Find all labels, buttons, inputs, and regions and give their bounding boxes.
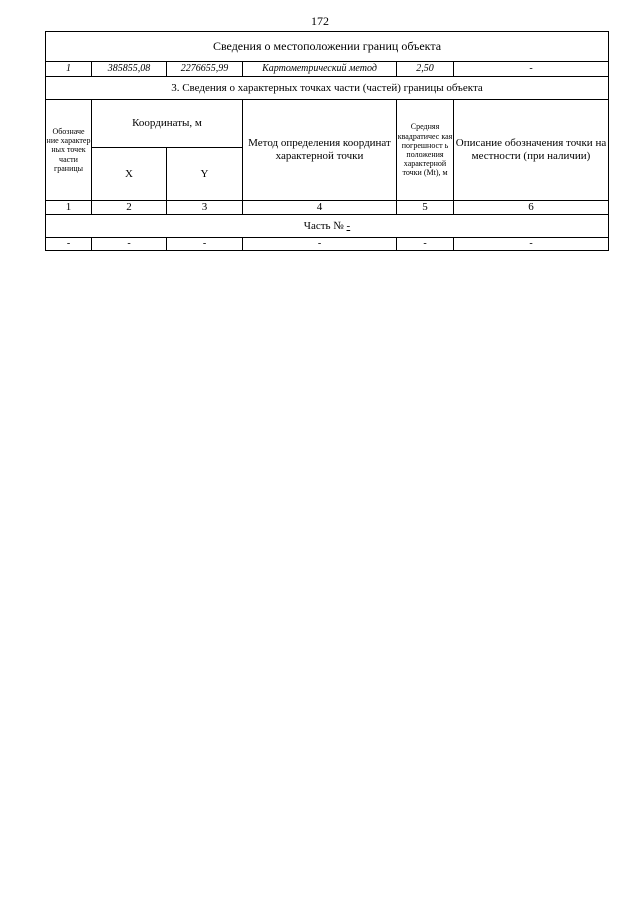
data-cell: - xyxy=(46,238,92,251)
data-cell: - xyxy=(243,238,397,251)
header-y: Y xyxy=(167,148,243,201)
header-accuracy: Средняя квадратичес кая погрешност ь положения характерной точки (Mt), м xyxy=(397,100,454,201)
point-cell: 1 xyxy=(46,62,92,77)
description-cell: - xyxy=(454,62,609,77)
column-number: 6 xyxy=(454,201,609,215)
part-label: Часть № xyxy=(303,219,344,232)
header-point-designation: Обозначе ние характер ных точек части границы xyxy=(46,100,92,201)
data-cell: - xyxy=(92,238,167,251)
boundary-table xyxy=(45,31,609,251)
table-row xyxy=(46,238,609,251)
section-title: 3. Сведения о характерных точках части (частей) границы объекта xyxy=(46,77,609,100)
header-coordinates: Координаты, м xyxy=(92,100,243,148)
column-number: 2 xyxy=(92,201,167,215)
accuracy-cell: 2,50 xyxy=(397,62,454,77)
column-number: 3 xyxy=(167,201,243,215)
table-title-row xyxy=(46,32,609,62)
y-cell: 2276655,99 xyxy=(167,62,243,77)
column-number: 4 xyxy=(243,201,397,215)
part-heading xyxy=(46,215,609,238)
page-number: 172 xyxy=(311,14,329,28)
column-number-row xyxy=(46,201,609,215)
part-value: - xyxy=(346,219,351,232)
data-cell: - xyxy=(454,238,609,251)
method-cell: Картометрический метод xyxy=(243,62,397,77)
data-cell: - xyxy=(397,238,454,251)
data-cell: - xyxy=(167,238,243,251)
column-number: 1 xyxy=(46,201,92,215)
column-number: 5 xyxy=(397,201,454,215)
table-row xyxy=(46,62,609,77)
header-row xyxy=(46,100,609,148)
header-x: X xyxy=(92,148,167,201)
header-method: Метод определения координат характерной точки xyxy=(243,100,397,201)
table-title: Сведения о местоположении границ объекта xyxy=(46,32,609,62)
section-title-row xyxy=(46,77,609,100)
part-row xyxy=(46,215,609,238)
header-description: Описание обозначения точки на местности (при наличии) xyxy=(454,100,609,201)
x-cell: 385855,08 xyxy=(92,62,167,77)
